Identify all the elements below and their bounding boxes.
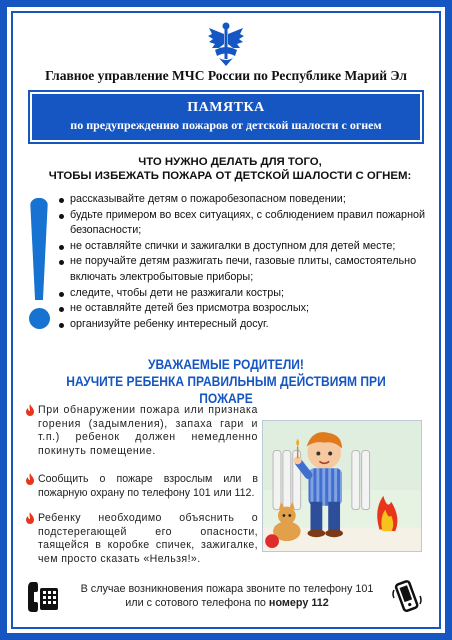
- emergency-call-text: [64, 582, 390, 610]
- emergency-emblem-icon: [205, 20, 247, 68]
- memo-subtitle: по предупреждению пожаров от детской шалости с огнем: [70, 118, 382, 132]
- list-item: не оставляйте спички и зажигалки в доступном для детей месте;: [58, 239, 430, 255]
- list-item: будьте примером во всех ситуациях, с соблюдением правил пожарной безопасности;: [58, 208, 430, 239]
- fire-icon: [25, 512, 35, 525]
- parents-heading-line1: УВАЖАЕМЫЕ РОДИТЕЛИ!: [148, 356, 304, 372]
- boy-with-match-illustration: [262, 420, 422, 552]
- parents-heading: [49, 356, 403, 407]
- footer: [20, 578, 432, 618]
- advice-paragraph: При обнаружении пожара или признака горения (задымления), запаха гари и т.п.) ребенок должен немедленно покинуть помещение.: [38, 404, 258, 457]
- agency-title: Главное управление МЧС России по Республике Марий Эл: [45, 68, 407, 83]
- advice-paragraph: Сообщить о пожаре взрослым или в пожарную охрану по телефону 101 или 112.: [38, 473, 258, 499]
- fire-icon: [25, 473, 35, 486]
- parents-heading-line2: НАУЧИТЕ РЕБЕНКА ПРАВИЛЬНЫМ ДЕЙСТВИЯМ ПРИ ПОЖАРЕ: [66, 373, 386, 406]
- section-heading-line1: ЧТО НУЖНО ДЕЛАТЬ ДЛЯ ТОГО,: [138, 156, 322, 168]
- phone-icon: [26, 578, 60, 614]
- fire-icon: [25, 404, 35, 417]
- emergency-call-line1: В случае возникновения пожара звоните по телефону 101: [80, 583, 374, 595]
- memo-banner: [30, 92, 422, 142]
- emergency-mobile-number: номеру 112: [268, 597, 329, 609]
- list-item: не оставляйте детей без присмотра возрослых;: [58, 301, 430, 317]
- emergency-call-line2: [64, 596, 390, 610]
- exclamation-dot: [29, 308, 50, 329]
- list-item: организуйте ребенку интересный досуг.: [58, 317, 430, 333]
- rules-list: [58, 192, 430, 332]
- section-heading-line2: ЧТОБЫ ИЗБЕЖАТЬ ПОЖАРА ОТ ДЕТСКОЙ ШАЛОСТИ С ОГНЕМ:: [48, 170, 412, 182]
- mobile-phone-icon: [392, 580, 422, 614]
- list-item: следите, чтобы дети не разжигали костры;: [58, 286, 430, 302]
- list-item: рассказывайте детям о пожаробезопасном поведении;: [58, 192, 430, 208]
- memo-title: ПАМЯТКА: [187, 100, 265, 115]
- section-heading: [40, 155, 420, 183]
- list-item: не поручайте детям разжигать печи, газовые плиты, самостоятельно включать электробытовые приборы;: [58, 254, 430, 285]
- emergency-call-line2-prefix: или с сотового телефона по: [125, 597, 269, 609]
- advice-paragraph: Ребенку необходимо объяснить о подстерегающей его опасности, таящейся в коробке спичек, зажигалке, чем просто сказать «Нельзя!».: [38, 512, 258, 565]
